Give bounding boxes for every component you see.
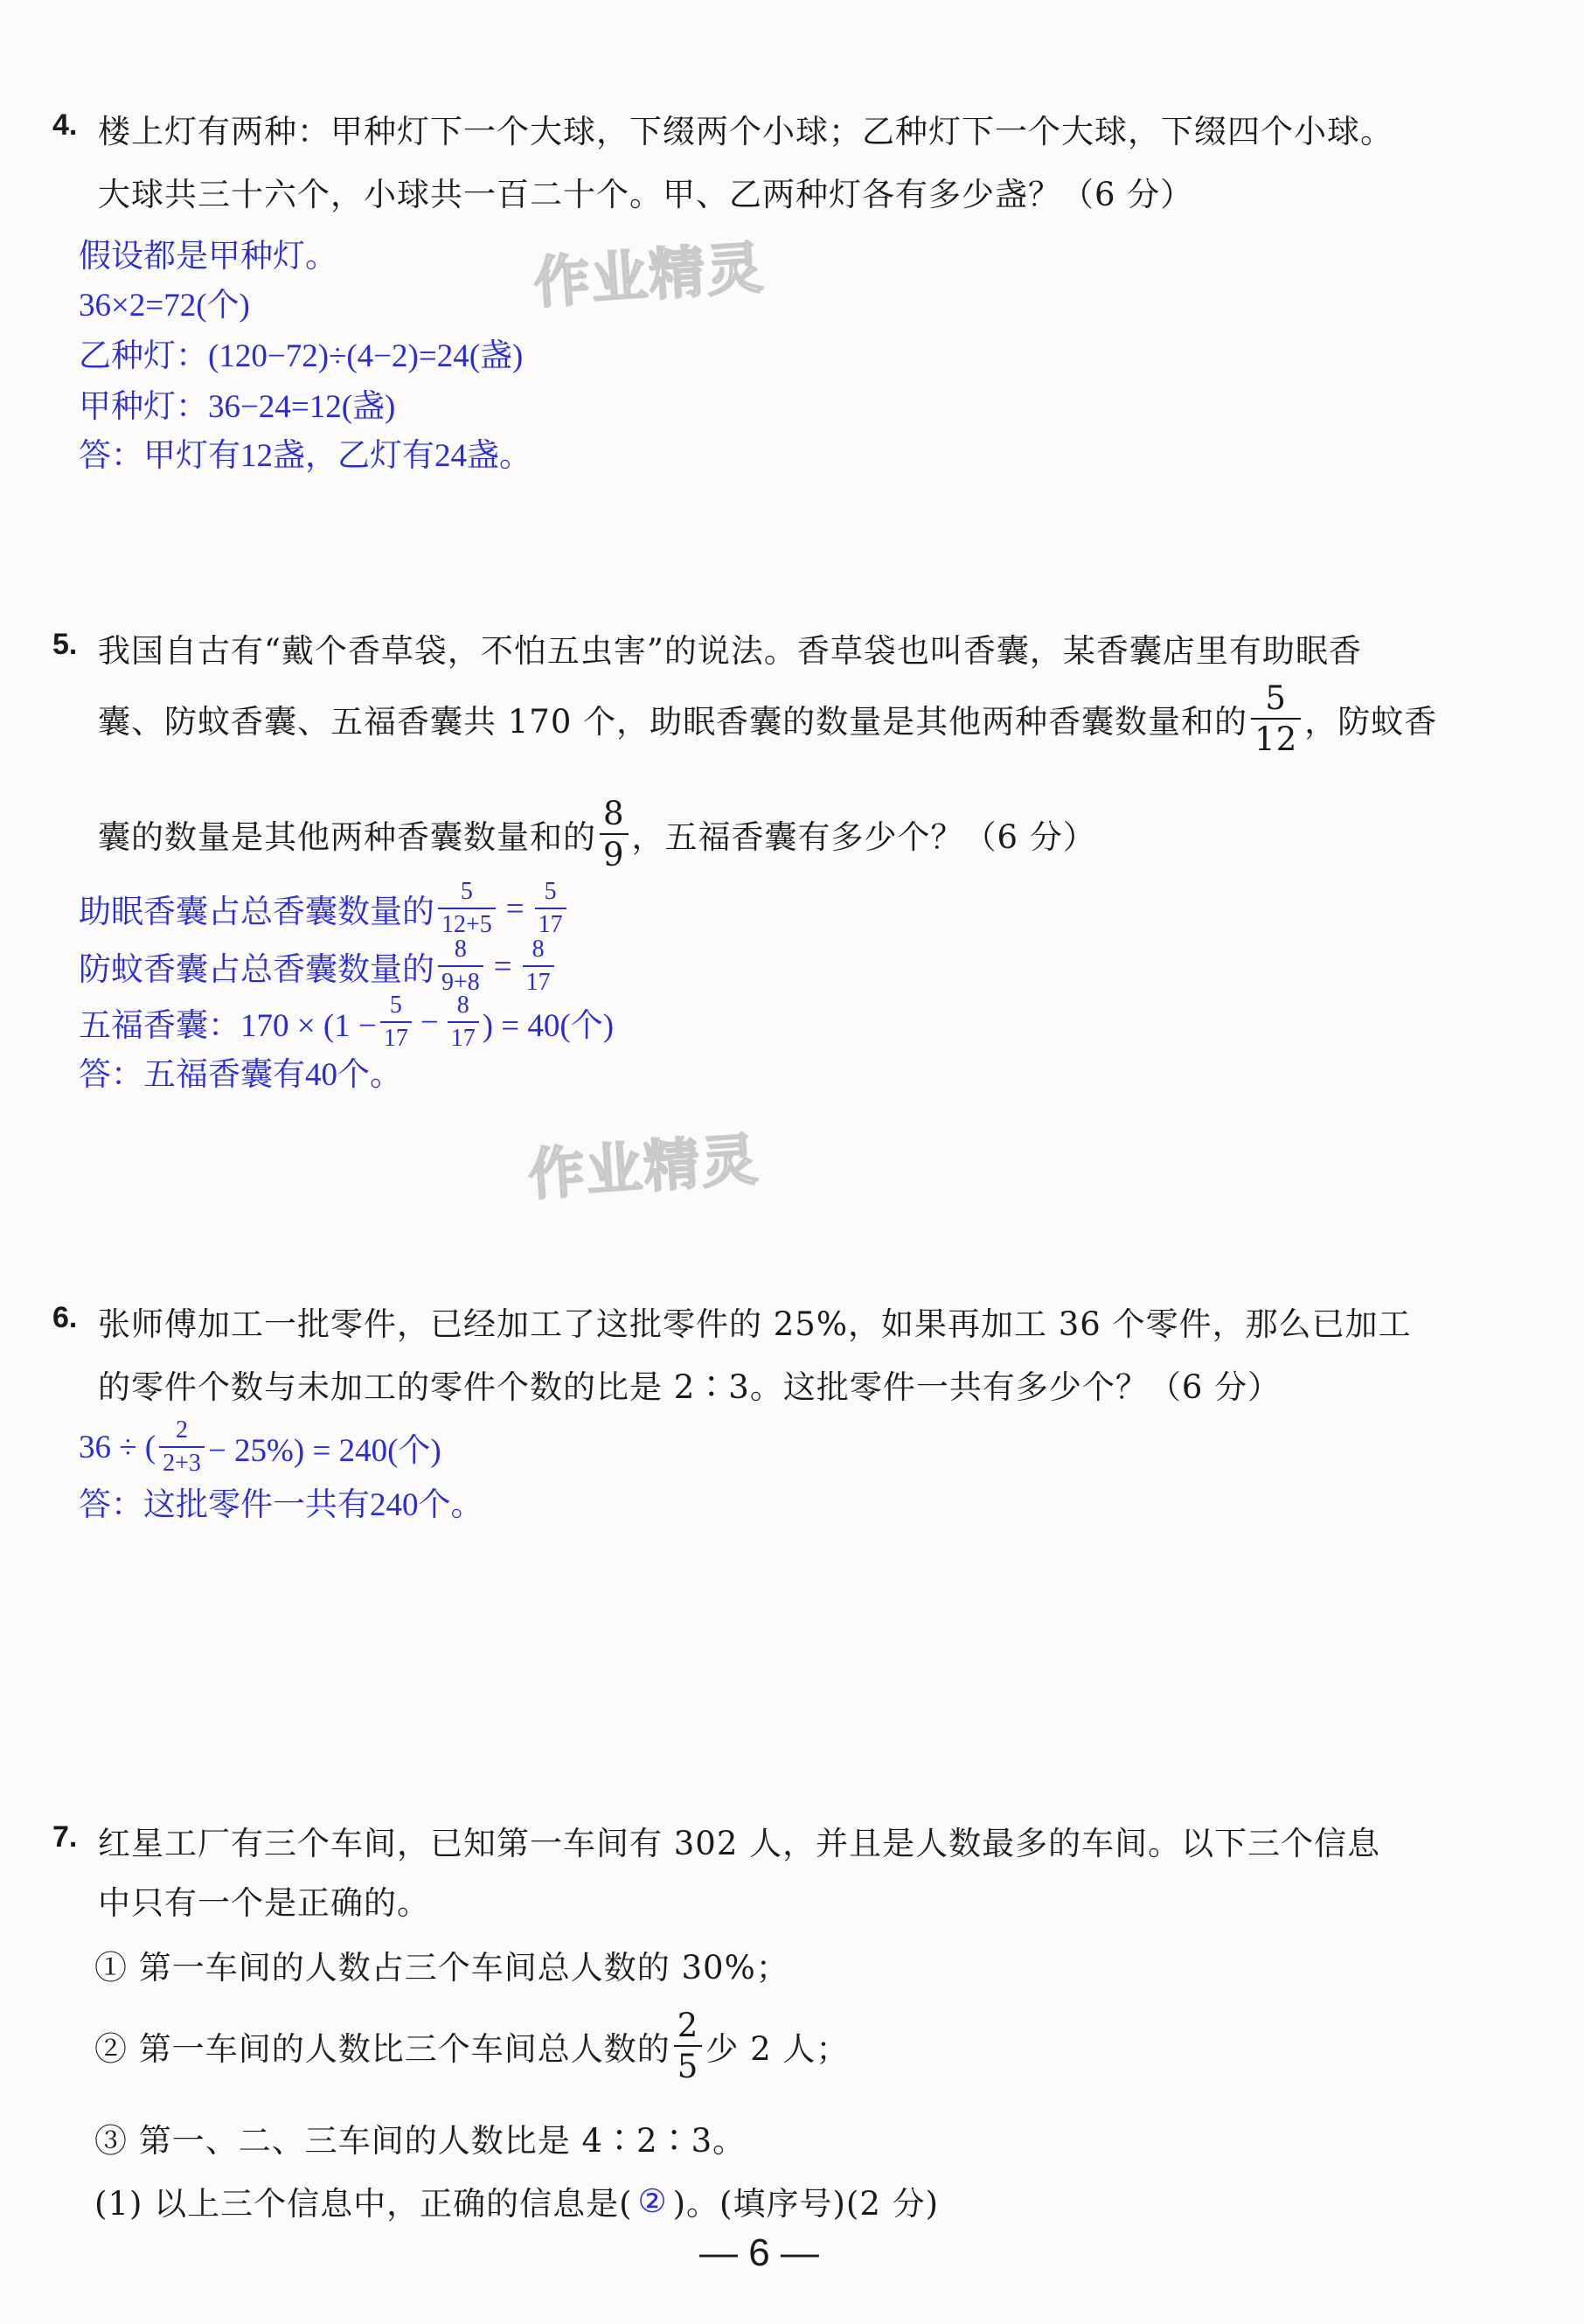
answer-text: − 25%) = 240(个) <box>207 1433 441 1469</box>
answer-fraction <box>535 880 566 937</box>
answer-fraction <box>380 993 412 1051</box>
q6-answer-line <box>79 1418 441 1476</box>
q5-answer-line <box>79 880 570 937</box>
q5-line3-text-end: ，五福香囊有多少个？（6 分） <box>631 818 1096 856</box>
q5-answer-line: 答：五福香囊有40个。 <box>79 1057 402 1093</box>
watermark: 作业精灵 <box>526 1127 761 1209</box>
q5-answer-line <box>79 937 558 995</box>
option-text: ② 第一车间的人数比三个车间总人数的 <box>94 2030 670 2068</box>
q5-line1: 我国自古有“戴个香草袋，不怕五虫害”的说法。香草袋也叫香囊，某香囊店里有助眠香 <box>98 632 1362 670</box>
q7-line2: 中只有一个是正确的。 <box>98 1884 430 1922</box>
q4-number: 4. <box>52 108 78 142</box>
q5-line2 <box>98 679 1438 758</box>
fraction-denominator: 2+3 <box>159 1446 205 1476</box>
subquestion-text-end: )。(填序号)(2 分) <box>672 2185 940 2223</box>
q7-number: 7. <box>52 1820 78 1854</box>
q4-answer-line: 甲种灯：36−24=12(盏) <box>79 389 396 425</box>
q6-line2: 的零件个数与未加工的零件个数的比是 2∶3。这批零件一共有多少个？（6 分） <box>98 1368 1282 1406</box>
answer-text: 36 ÷ ( <box>79 1429 156 1465</box>
q7-option-3: ③ 第一、二、三车间的人数比是 4∶2∶3。 <box>94 2122 747 2160</box>
q4-answer-line: 假设都是甲种灯。 <box>79 239 337 275</box>
fraction-numerator: 5 <box>1265 679 1287 717</box>
subquestion-text: (1) 以上三个信息中，正确的信息是( <box>94 2185 633 2223</box>
q5-line2-text-end: ，防蚊香 <box>1304 703 1438 741</box>
answer-fraction <box>448 993 479 1051</box>
watermark: 作业精灵 <box>531 235 767 317</box>
fraction-denominator: 12+5 <box>438 908 496 937</box>
answer-text: ) = 40(个) <box>482 1008 615 1044</box>
q5-line3 <box>98 797 1096 871</box>
q7-line1: 红星工厂有三个车间，已知第一车间有 302 人，并且是人数最多的车间。以下三个信息 <box>98 1825 1381 1862</box>
page-number: — 6 — <box>699 2231 819 2274</box>
equals-sign: = <box>505 890 525 927</box>
equals-sign: = <box>493 948 512 985</box>
q5-line3-text: 囊的数量是其他两种香囊数量和的 <box>98 818 596 856</box>
answer-fraction <box>159 1418 205 1476</box>
fraction-numerator: 8 <box>456 992 469 1019</box>
fraction-numerator: 2 <box>677 2007 699 2044</box>
fraction-numerator: 5 <box>460 878 473 905</box>
q6-line1: 张师傅加工一批零件，已经加工了这批零件的 25%，如果再加工 36 个零件，那么已加工 <box>98 1305 1412 1343</box>
answer-text: 五福香囊：170 × (1 − <box>79 1008 377 1044</box>
q7-option-1: ① 第一车间的人数占三个车间总人数的 30%； <box>94 1949 789 1987</box>
fraction-numerator: 5 <box>544 878 557 905</box>
fraction-numerator: 8 <box>454 936 467 963</box>
fraction-denominator: 9 <box>600 833 629 871</box>
q4-answer-line: 36×2=72(个) <box>79 288 250 324</box>
q5-number: 5. <box>52 628 78 661</box>
q4-line1: 楼上灯有两种：甲种灯下一个大球，下缀两个小球；乙种灯下一个大球，下缀四个小球。 <box>98 113 1393 150</box>
q6-number: 6. <box>52 1301 78 1334</box>
option-text-end: 少 2 人； <box>705 2030 850 2068</box>
answer-fraction <box>523 937 554 995</box>
answer-fraction <box>438 880 496 937</box>
fraction-numerator: 8 <box>603 795 625 832</box>
fraction-denominator: 17 <box>380 1021 412 1051</box>
fraction-denominator: 9+8 <box>438 965 483 995</box>
fraction-denominator: 17 <box>523 965 554 995</box>
fraction-numerator: 5 <box>389 992 402 1019</box>
answer-fraction <box>438 937 483 995</box>
q5-line2-text: 囊、防蚊香囊、五福香囊共 170 个，助眠香囊的数量是其他两种香囊数量和的 <box>98 703 1248 741</box>
q7-option-2 <box>94 2009 849 2083</box>
q4-line2: 大球共三十六个，小球共一百二十个。甲、乙两种灯各有多少盏？（6 分） <box>98 176 1194 213</box>
q5-answer-line <box>79 993 614 1051</box>
fraction-numerator: 2 <box>176 1416 189 1444</box>
fraction-denominator: 17 <box>448 1021 479 1051</box>
q7-fraction-2-5 <box>674 2009 703 2083</box>
q5-fraction-8-9 <box>600 797 629 871</box>
q5-fraction-5-12 <box>1251 679 1301 758</box>
q6-answer-line: 答：这批零件一共有240个。 <box>79 1487 483 1523</box>
fraction-denominator: 5 <box>674 2045 703 2083</box>
fraction-denominator: 12 <box>1251 718 1301 755</box>
q4-answer-line: 答：甲灯有12盏，乙灯有24盏。 <box>79 438 531 474</box>
q7-subquestion-1 <box>94 2177 939 2224</box>
fraction-numerator: 8 <box>531 936 545 963</box>
answer-blank: ② <box>637 2181 668 2220</box>
q4-answer-line: 乙种灯：(120−72)÷(4−2)=24(盏) <box>79 338 524 374</box>
minus-sign: − <box>420 1004 439 1040</box>
answer-text: 防蚊香囊占总香囊数量的 <box>79 952 434 988</box>
fraction-denominator: 17 <box>535 908 566 937</box>
answer-text: 助眠香囊占总香囊数量的 <box>79 894 434 930</box>
